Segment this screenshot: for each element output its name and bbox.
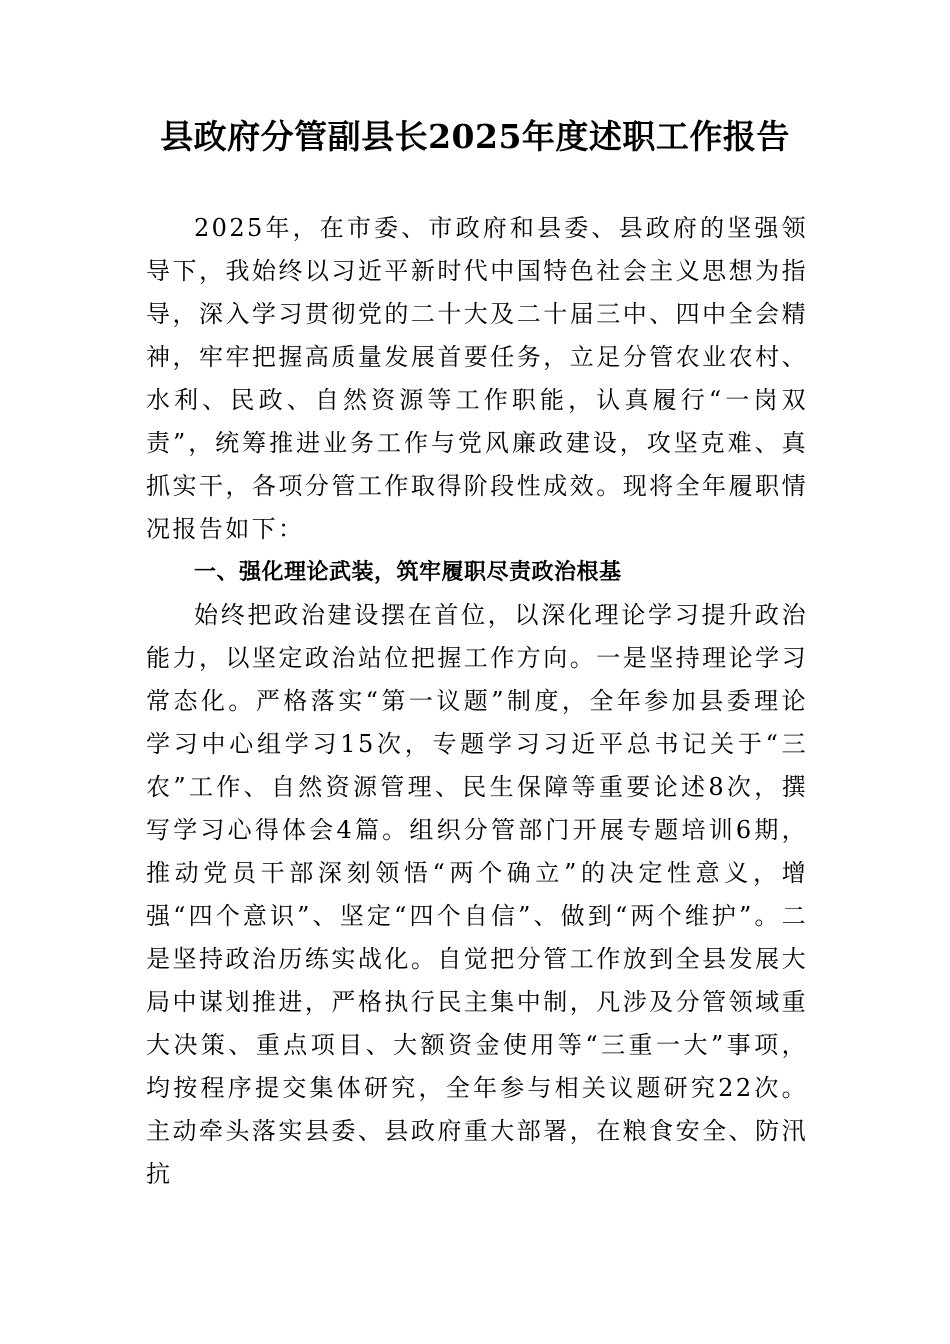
section-heading: 一、强化理论武装，筑牢履职尽责政治根基 — [194, 560, 622, 585]
section-paragraph: 始终把政治建设摆在首位，以深化理论学习提升政治能力，以坚定政治站位把握工作方向。一是坚持理论学习常态化。严格落实“第一议题”制度，全年参加县委理论学习中心组学习15次，专题学习习近平总书记关于“三农”工作、自然资源管理、民生保障等重要论述8次，撰写学习心得体会4篇。组织分管部门开展专题培训6期，推动党员干部深刻领悟“两个确立”的决定性意义，增强“四个意识”、坚定“四个自信”、做到“两个维护”。二是坚持政治历练实战化。自觉把分管工作放到全县发展大局中谋划推进，严格执行民主集中制，凡涉及分管领域重大决策、重点项目、大额资金使用等“三重一大”事项，均按程序提交集体研究，全年参与相关议题研究22次。主动牵头落实县委、县政府重大部署，在粮食安全、防汛抗 — [146, 601, 808, 1188]
document-title: 县政府分管副县长2025年度述职工作报告 — [160, 117, 790, 156]
intro-paragraph: 2025年，在市委、市政府和县委、县政府的坚强领导下，我始终以习近平新时代中国特色社会主义思想为指导，深入学习贯彻党的二十大及二十届三中、四中全会精神，牢牢把握高质量发展首要任务，立足分管农业农村、水利、民政、自然资源等工作职能，认真履行“一岗双责”，统筹推进业务工作与党风廉政建设，攻坚克难、真抓实干，各项分管工作取得阶段性成效。现将全年履职情况报告如下： — [146, 214, 808, 543]
document-body — [146, 207, 808, 1196]
